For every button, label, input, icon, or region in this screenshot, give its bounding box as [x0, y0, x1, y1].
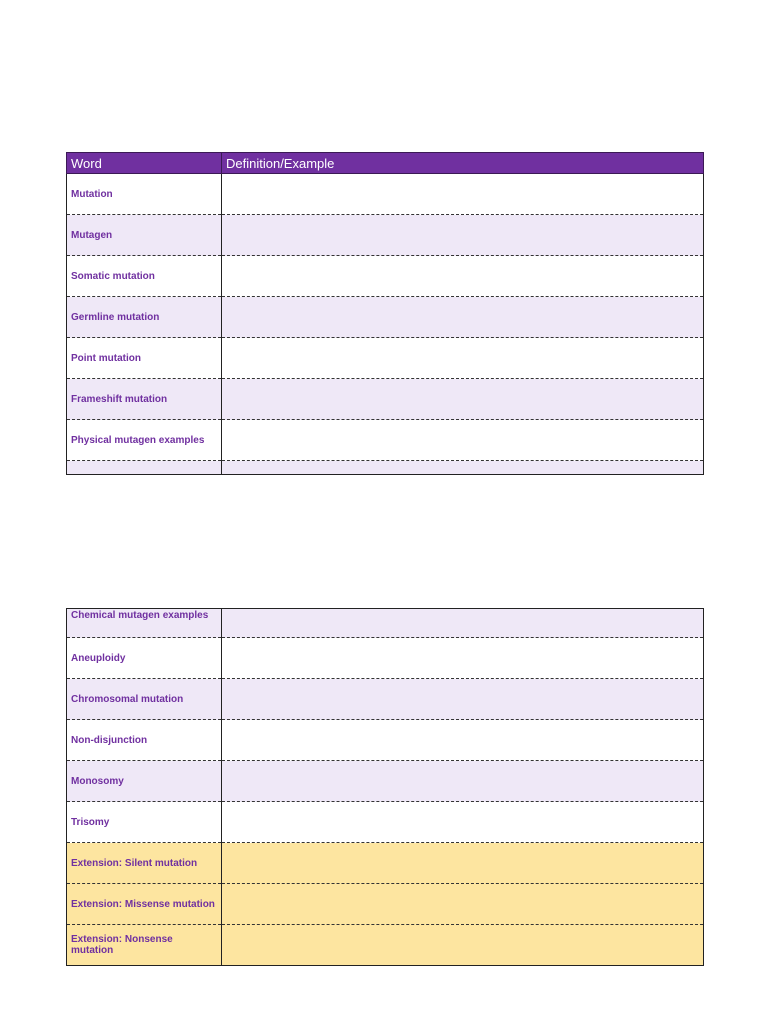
header-row: [67, 153, 704, 174]
table-row: [67, 379, 704, 420]
table-row: [67, 215, 704, 256]
definition-cell[interactable]: [222, 884, 704, 925]
extension-row: [67, 843, 704, 884]
definition-cell[interactable]: [222, 843, 704, 884]
table-row: [67, 679, 704, 720]
table-row: [67, 338, 704, 379]
word-cell: Aneuploidy: [67, 638, 222, 679]
word-cell: Mutagen: [67, 215, 222, 256]
definition-cell[interactable]: [222, 609, 704, 638]
word-cell: Point mutation: [67, 338, 222, 379]
word-cell: Extension: Missense mutation: [67, 884, 222, 925]
definition-cell[interactable]: [222, 297, 704, 338]
definition-cell[interactable]: [222, 761, 704, 802]
table-row: [67, 461, 704, 475]
definition-cell[interactable]: [222, 174, 704, 215]
table-row: [67, 638, 704, 679]
word-cell: Chemical mutagen examples: [67, 609, 222, 638]
table-row: [67, 802, 704, 843]
definition-cell[interactable]: [222, 638, 704, 679]
table-row: [67, 761, 704, 802]
table-row: [67, 174, 704, 215]
word-cell: Monosomy: [67, 761, 222, 802]
definition-cell[interactable]: [222, 256, 704, 297]
definition-cell[interactable]: [222, 802, 704, 843]
definition-cell[interactable]: [222, 420, 704, 461]
word-column-header: Word: [67, 153, 222, 174]
extension-row: [67, 884, 704, 925]
word-cell: Germline mutation: [67, 297, 222, 338]
definition-cell[interactable]: [222, 679, 704, 720]
extension-row: [67, 925, 704, 966]
definition-column-header: Definition/Example: [222, 153, 704, 174]
definition-cell[interactable]: [222, 379, 704, 420]
definition-cell[interactable]: [222, 925, 704, 966]
word-cell: Physical mutagen examples: [67, 420, 222, 461]
vocabulary-table-1: [66, 152, 704, 475]
definition-cell[interactable]: [222, 215, 704, 256]
word-cell: Mutation: [67, 174, 222, 215]
table-row: [67, 420, 704, 461]
table-row: [67, 256, 704, 297]
word-cell: Somatic mutation: [67, 256, 222, 297]
word-cell: Chromosomal mutation: [67, 679, 222, 720]
word-cell: Extension: Silent mutation: [67, 843, 222, 884]
table-row: [67, 297, 704, 338]
definition-cell[interactable]: [222, 461, 704, 475]
word-cell: [67, 461, 222, 475]
table-row: [67, 609, 704, 638]
definition-cell[interactable]: [222, 338, 704, 379]
word-cell: Trisomy: [67, 802, 222, 843]
word-cell: Non-disjunction: [67, 720, 222, 761]
definition-cell[interactable]: [222, 720, 704, 761]
word-cell: Frameshift mutation: [67, 379, 222, 420]
word-cell: Extension: Nonsense mutation: [67, 925, 222, 966]
table-row: [67, 720, 704, 761]
vocabulary-table-2: [66, 608, 704, 966]
